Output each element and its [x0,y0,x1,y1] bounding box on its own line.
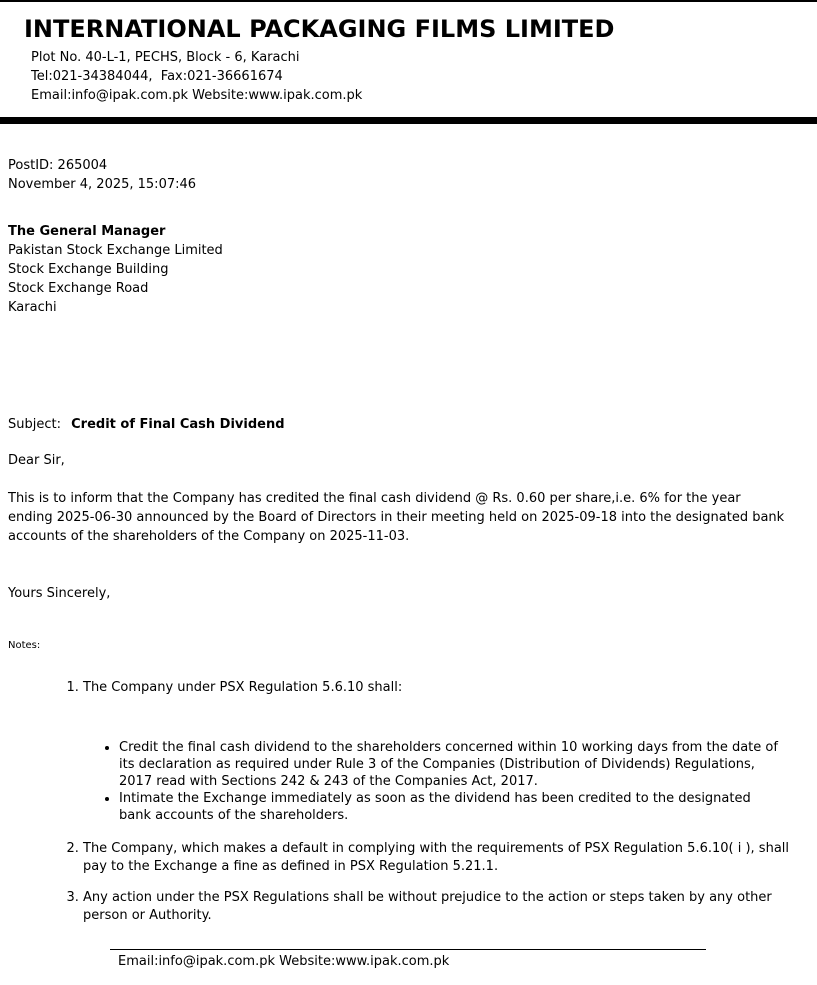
note-item [83,679,809,824]
post-datetime: November 4, 2025, 15:07:46 [8,177,197,192]
letter-body: This is to inform that the Company has credited the final cash dividend @ Rs. 0.60 per share,i.e. 6% for the year ending 2025-06-30 announced by the Board of Directors in their meeting held on 2025-09-18 into the designated bank accounts of the shareholders of the Company on 2025-11-03. [8,491,785,544]
header-divider-bar [0,117,817,124]
note-subitems [83,739,783,824]
recipient-line: Karachi [8,300,57,315]
note-text: Any action under the PSX Regulations shall be without prejudice to the action or steps taken by any other person or Authority. [83,890,772,923]
note-text: The Company under PSX Regulation 5.6.10 shall: [83,680,403,695]
recipient-line: Stock Exchange Road [8,281,149,296]
closing: Yours Sincerely, [8,586,111,601]
note-subitem-text: Credit the final cash dividend to the shareholders concerned within 10 working days from the date of its declaration as required under Rule 3 of the Companies (Distribution of Dividends) Regulations, 2017 read with Sections 242 & 243 of the Companies Act, 2017. [119,740,778,789]
note-item [83,889,809,925]
notes-label: Notes: [8,640,41,651]
notes-list [8,679,809,925]
company-name: INTERNATIONAL PACKAGING FILMS LIMITED [24,15,615,43]
note-item [83,840,809,876]
recipient-address [8,222,809,317]
note-text: The Company, which makes a default in complying with the requirements of PSX Regulation 5.6.10( i ), shall pay to the Exchange a fine as defined in PSX Regulation 5.21.1. [83,841,790,874]
subject-text: Credit of Final Cash Dividend [71,417,285,432]
recipient-line: Pakistan Stock Exchange Limited [8,243,223,258]
letterhead [0,2,817,105]
company-tel-fax: Tel:021-34384044, Fax:021-36661674 [31,69,283,84]
subject-line [8,415,809,434]
company-email-website: Email:info@ipak.com.pk Website:www.ipak.com.pk [31,88,363,103]
footer-contact: Email:info@ipak.com.pk Website:www.ipak.com.pk [118,954,450,969]
page-footer [110,949,706,969]
post-id: PostID: 265004 [8,158,108,173]
recipient-title: The General Manager [8,224,166,239]
letter-content [0,156,817,925]
salutation: Dear Sir, [8,453,65,468]
note-subitem [119,790,783,824]
recipient-line: Stock Exchange Building [8,262,169,277]
note-subitem [119,739,783,790]
company-address: Plot No. 40-L-1, PECHS, Block - 6, Karachi [31,50,300,65]
subject-label: Subject: [8,417,61,432]
post-meta [8,156,809,194]
note-subitem-text: Intimate the Exchange immediately as soon as the dividend has been credited to the designated bank accounts of the shareholders. [119,791,751,823]
